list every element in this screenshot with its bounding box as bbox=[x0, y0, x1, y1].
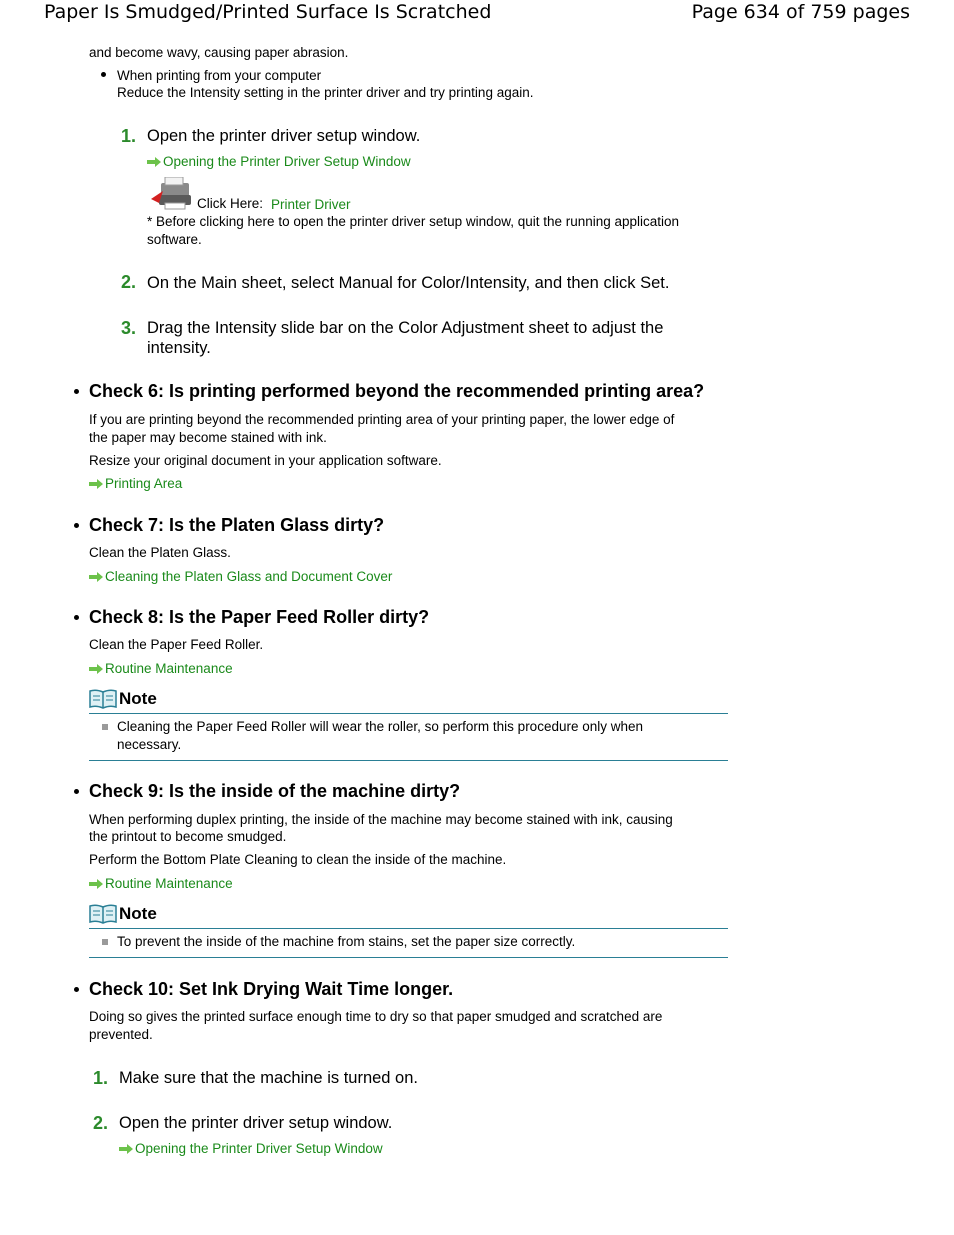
link-arrow-icon bbox=[147, 157, 161, 167]
link-printing-area[interactable] bbox=[89, 475, 182, 493]
link-arrow-icon bbox=[89, 664, 103, 674]
step-number: 1. bbox=[121, 126, 137, 146]
step-number: 3. bbox=[121, 318, 137, 338]
click-here-label: Click Here: bbox=[197, 196, 264, 211]
link-label[interactable]: Cleaning the Platen Glass and Document Cover bbox=[105, 569, 393, 584]
step-number: 2. bbox=[121, 272, 137, 292]
note-label: Note bbox=[119, 904, 157, 923]
check-heading: Check 6: Is printing performed beyond the recommended printing area? bbox=[89, 381, 705, 401]
note-label: Note bbox=[119, 689, 157, 708]
step-text-cont: intensity. bbox=[147, 339, 211, 357]
note-heading bbox=[89, 689, 157, 709]
note-text: To prevent the inside of the machine from stains, set the paper size correctly. bbox=[117, 934, 576, 949]
paragraph: Clean the Platen Glass. bbox=[89, 545, 231, 560]
paragraph-cont: the printout to become smudged. bbox=[89, 829, 287, 844]
link-label[interactable]: Printing Area bbox=[105, 476, 183, 491]
page-number: Page 634 of 759 pages bbox=[691, 1, 910, 23]
bullet-dot bbox=[74, 789, 79, 794]
link-arrow-icon bbox=[89, 479, 103, 489]
step-number: 2. bbox=[93, 1113, 109, 1133]
paragraph-cont: the paper may become stained with ink. bbox=[89, 430, 327, 445]
link-label[interactable]: Routine Maintenance bbox=[105, 876, 233, 891]
step-note: * Before clicking here to open the printer driver setup window, quit the running application bbox=[147, 214, 680, 229]
check-heading: Check 8: Is the Paper Feed Roller dirty? bbox=[89, 607, 430, 627]
link-arrow-icon bbox=[89, 572, 103, 582]
note-text-cont: necessary. bbox=[117, 737, 182, 752]
printer-icon[interactable] bbox=[149, 177, 195, 211]
check-heading: Check 7: Is the Platen Glass dirty? bbox=[89, 515, 385, 535]
link-label[interactable]: Opening the Printer Driver Setup Window bbox=[163, 154, 411, 169]
check-heading: Check 9: Is the inside of the machine dirty? bbox=[89, 781, 461, 801]
paragraph: Clean the Paper Feed Roller. bbox=[89, 637, 264, 652]
step-text: Make sure that the machine is turned on. bbox=[119, 1069, 418, 1087]
note-heading bbox=[89, 904, 157, 924]
check-heading: Check 10: Set Ink Drying Wait Time longer. bbox=[89, 979, 454, 999]
paragraph: If you are printing beyond the recommended printing area of your printing paper, the lower edge of bbox=[89, 412, 675, 427]
paragraph: Doing so gives the printed surface enough time to dry so that paper smudged and scratched are bbox=[89, 1009, 663, 1024]
page-title: Paper Is Smudged/Printed Surface Is Scratched bbox=[44, 1, 492, 23]
paragraph-cont: prevented. bbox=[89, 1027, 153, 1042]
square-bullet-icon bbox=[102, 939, 108, 945]
link-label[interactable]: Routine Maintenance bbox=[105, 661, 233, 676]
link-opening-driver[interactable] bbox=[147, 153, 411, 171]
step-number: 1. bbox=[93, 1068, 109, 1088]
bullet-title: When printing from your computer bbox=[117, 68, 322, 83]
step-text: Open the printer driver setup window. bbox=[119, 1114, 393, 1132]
note-text: Cleaning the Paper Feed Roller will wear the roller, so perform this procedure only when bbox=[117, 719, 644, 734]
bullet-dot bbox=[101, 72, 106, 77]
paragraph: Perform the Bottom Plate Cleaning to clean the inside of the machine. bbox=[89, 852, 507, 867]
printer-driver-link[interactable]: Printer Driver bbox=[271, 197, 351, 212]
step-text: On the Main sheet, select Manual for Color/Intensity, and then click Set. bbox=[147, 274, 670, 292]
link-arrow-icon bbox=[119, 1144, 133, 1154]
step-text: Open the printer driver setup window. bbox=[147, 127, 421, 145]
link-label[interactable]: Opening the Printer Driver Setup Window bbox=[135, 1141, 383, 1156]
bullet-dot bbox=[74, 389, 79, 394]
paragraph: When performing duplex printing, the inside of the machine may become stained with ink, causing bbox=[89, 812, 673, 827]
square-bullet-icon bbox=[102, 724, 108, 730]
bullet-body: Reduce the Intensity setting in the printer driver and try printing again. bbox=[117, 85, 534, 100]
note-book-icon bbox=[89, 689, 117, 709]
step-note-cont: software. bbox=[147, 232, 202, 247]
step-text: Drag the Intensity slide bar on the Color Adjustment sheet to adjust the bbox=[147, 319, 664, 337]
link-cleaning-platen[interactable] bbox=[89, 568, 392, 586]
paragraph: Resize your original document in your application software. bbox=[89, 453, 442, 468]
bullet-dot bbox=[74, 615, 79, 620]
link-routine-maintenance[interactable] bbox=[89, 660, 233, 678]
link-opening-driver[interactable] bbox=[119, 1140, 383, 1158]
bullet-dot bbox=[74, 987, 79, 992]
link-arrow-icon bbox=[89, 879, 103, 889]
bullet-dot bbox=[74, 523, 79, 528]
intro-line: and become wavy, causing paper abrasion. bbox=[89, 45, 349, 60]
note-book-icon bbox=[89, 904, 117, 924]
link-routine-maintenance[interactable] bbox=[89, 875, 233, 893]
